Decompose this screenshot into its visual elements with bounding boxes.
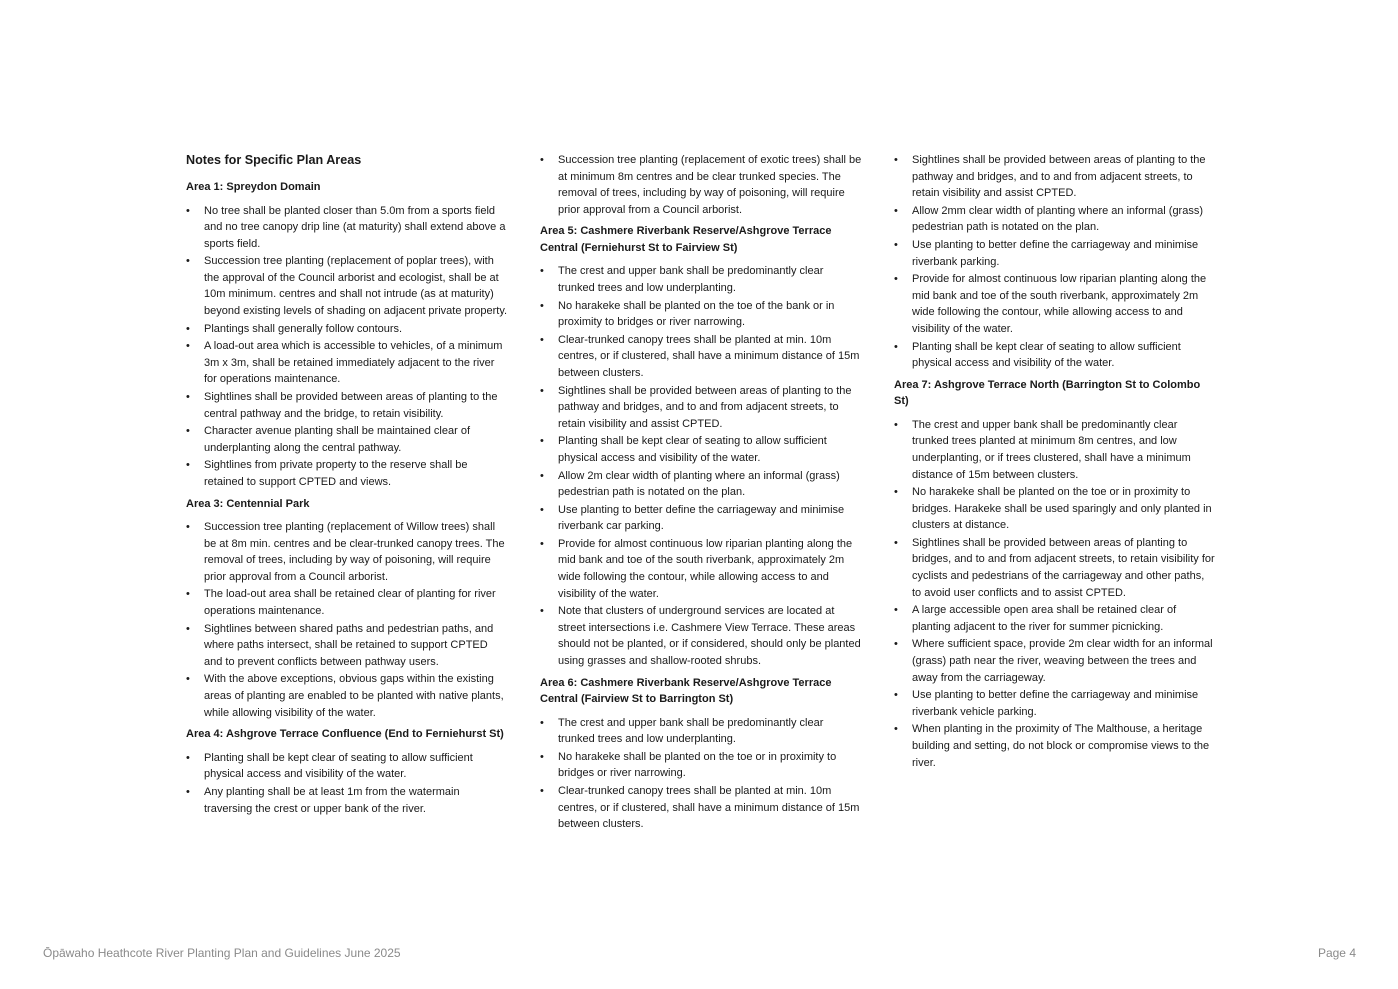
list-item: • With the above exceptions, obvious gaps within the existing areas of planting are enabled to be planted with native plants, while allowing visibility of the water. (186, 671, 508, 721)
list-item: • Any planting shall be at least 1m from the watermain traversing the crest or upper bank of the river. (186, 784, 508, 817)
bullet-list (540, 715, 862, 833)
list-item: • Note that clusters of underground services are located at street intersections i.e. Cashmere View Terrace. These areas should not be planted, or if considered, should only be planted using grasses and shallow-rooted shrubs. (540, 603, 862, 669)
list-item: • Allow 2m clear width of planting where an informal (grass) pedestrian path is notated on the plan. (540, 468, 862, 501)
list-item: • Use planting to better define the carriageway and minimise riverbank parking. (894, 237, 1216, 270)
bullet-list (186, 750, 508, 817)
list-item: • Use planting to better define the carriageway and minimise riverbank car parking. (540, 502, 862, 535)
bullet-list (540, 263, 862, 669)
list-item: • The load-out area shall be retained clear of planting for river operations maintenance. (186, 586, 508, 619)
list-item: • The crest and upper bank shall be predominantly clear trunked trees and low underplanting. (540, 715, 862, 748)
list-item: • No harakeke shall be planted on the toe of the bank or in proximity to bridges or river narrowing. (540, 298, 862, 331)
list-item: • Where sufficient space, provide 2m clear width for an informal (grass) path near the river, weaving between the trees and away from the carriageway. (894, 636, 1216, 686)
column-1 (186, 152, 508, 822)
page-title: Notes for Specific Plan Areas (186, 153, 362, 167)
footer-document-title: Ōpāwaho Heathcote River Planting Plan and Guidelines June 2025 (43, 946, 401, 960)
area-heading: Area 5: Cashmere Riverbank Reserve/Ashgrove Terrace Central (Ferniehurst St to Fairview St) (540, 225, 832, 254)
list-item: • Character avenue planting shall be maintained clear of underplanting along the central pathway. (186, 423, 508, 456)
column-2-sections (540, 152, 862, 833)
list-item: • No harakeke shall be planted on the toe or in proximity to bridges or river narrowing. (540, 749, 862, 782)
list-item: • Provide for almost continuous low riparian planting along the mid bank and toe of the south riverbank, approximately 2m wide following the contour, while allowing access to and visibility of the water. (540, 536, 862, 602)
list-item: • The crest and upper bank shall be predominantly clear trunked trees and low underplanting. (540, 263, 862, 296)
footer-page-number: Page 4 (1317, 946, 1356, 960)
column-3-sections (894, 152, 1216, 771)
column-1-sections (186, 179, 508, 817)
list-item: • Sightlines shall be provided between areas of planting to bridges, and to and from adjacent streets, to retain visibility for cyclists and pedestrians of the carriageway and other paths, to avoid user conflicts and to assist CPTED. (894, 535, 1216, 601)
list-item: • Succession tree planting (replacement of Willow trees) shall be at 8m min. centres and be clear-trunked canopy trees. The removal of trees, including by way of poisoning, will require prior approval from a Council arborist. (186, 519, 508, 585)
area-heading: Area 3: Centennial Park (186, 497, 310, 510)
list-item: • A large accessible open area shall be retained clear of planting adjacent to the river for summer picnicking. (894, 602, 1216, 635)
list-item: • No harakeke shall be planted on the toe or in proximity to bridges. Harakeke shall be used sparingly and only planted in clusters at distance. (894, 484, 1216, 534)
list-item: • Use planting to better define the carriageway and minimise riverbank vehicle parking. (894, 687, 1216, 720)
list-item: • Planting shall be kept clear of seating to allow sufficient physical access and visibility of the water. (894, 339, 1216, 372)
bullet-list (186, 203, 508, 491)
list-item: • The crest and upper bank shall be predominantly clear trunked trees planted at minimum 8m centres, and low underplanting, or if trees clustered, shall have a minimum distance of 15m between clusters. (894, 417, 1216, 483)
list-item: • Planting shall be kept clear of seating to allow sufficient physical access and visibility of the water. (186, 750, 508, 783)
list-item: • Sightlines shall be provided between areas of planting to the central pathway and the bridge, to retain visibility. (186, 389, 508, 422)
list-item: • Sightlines between shared paths and pedestrian paths, and where paths intersect, shall be retained to support CPTED and to prevent conflicts between pathway users. (186, 621, 508, 671)
area-heading: Area 4: Ashgrove Terrace Confluence (End to Ferniehurst St) (186, 728, 504, 741)
list-item: • Succession tree planting (replacement of poplar trees), with the approval of the Council arborist and ecologist, shall be at 10m minimum. centres and shall not intrude (as at maturity) beyond existing levels of shading on adjacent private property. (186, 253, 508, 319)
area-heading: Area 6: Cashmere Riverbank Reserve/Ashgrove Terrace Central (Fairview St to Barrington St) (540, 676, 832, 706)
list-item: • Clear-trunked canopy trees shall be planted at min. 10m centres, or if clustered, shall have a minimum distance of 15m between clusters. (540, 783, 862, 833)
list-item: • Plantings shall generally follow contours. (186, 321, 508, 338)
list-item: • Provide for almost continuous low riparian planting along the mid bank and toe of the south riverbank, approximately 2m wide following the contour, while allowing access to and visibility of the water. (894, 271, 1216, 337)
bullet-list (186, 519, 508, 721)
area-heading: Area 1: Spreydon Domain (186, 181, 321, 193)
list-item: • Allow 2mm clear width of planting where an informal (grass) pedestrian path is notated on the plan. (894, 203, 1216, 236)
bullet-list (894, 417, 1216, 771)
area-heading: Area 7: Ashgrove Terrace North (Barrington St to Colombo St) (894, 378, 1201, 408)
list-item: • No tree shall be planted closer than 5.0m from a sports field and no tree canopy drip line (at maturity) shall extend above a sports field. (186, 203, 508, 253)
list-item: • Planting shall be kept clear of seating to allow sufficient physical access and visibility of the water. (540, 433, 862, 466)
list-item: • Sightlines from private property to the reserve shall be retained to support CPTED and views. (186, 457, 508, 490)
list-item: • Sightlines shall be provided between areas of planting to the pathway and bridges, and to and from adjacent streets, to retain visibility and assist CPTED. (894, 152, 1216, 202)
bullet-list (540, 152, 862, 218)
list-item: • Clear-trunked canopy trees shall be planted at min. 10m centres, or if clustered, shall have a minimum distance of 15m between clusters. (540, 332, 862, 382)
list-item: • When planting in the proximity of The Malthouse, a heritage building and setting, do not block or compromise views to the river. (894, 721, 1216, 771)
column-2 (540, 152, 862, 838)
list-item: • A load-out area which is accessible to vehicles, of a minimum 3m x 3m, shall be retained immediately adjacent to the river for operations maintenance. (186, 338, 508, 388)
column-3 (894, 152, 1216, 776)
list-item: • Succession tree planting (replacement of exotic trees) shall be at minimum 8m centres and be clear trunked species. The removal of trees, including by way of poisoning, will require prior approval from a Council arborist. (540, 152, 862, 218)
bullet-list (894, 152, 1216, 372)
list-item: • Sightlines shall be provided between areas of planting to the pathway and bridges, and to and from adjacent streets, to retain visibility and assist CPTED. (540, 383, 862, 433)
